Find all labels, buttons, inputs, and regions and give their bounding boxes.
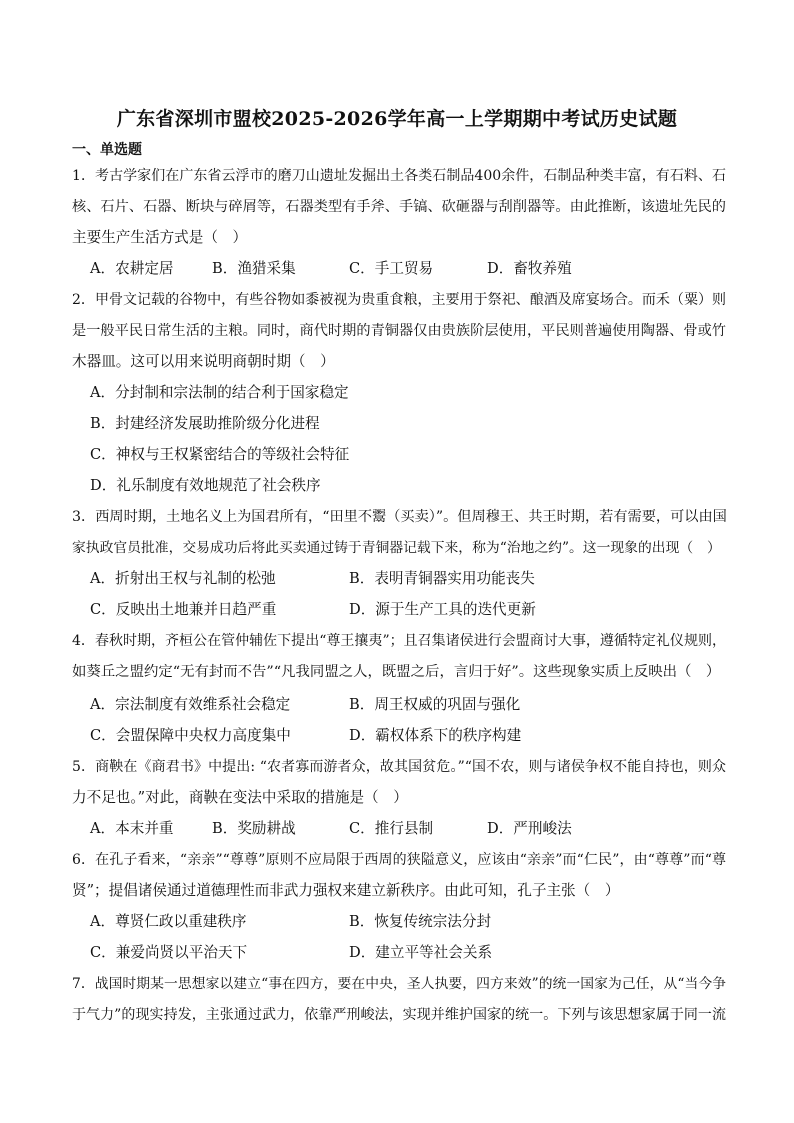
q3-option-b[interactable]: B．表明青铜器实用功能丧失: [349, 570, 535, 587]
q4-option-d[interactable]: D．霸权体系下的秩序构建: [349, 727, 522, 744]
q1-option-a[interactable]: A．农耕定居: [90, 260, 174, 277]
q4-option-b[interactable]: B．周王权威的巩固与强化: [349, 696, 521, 713]
q5-line-2: 力不足也。”对此，商鞅在变法中采取的措施是（ ）: [72, 789, 408, 806]
q3-option-c[interactable]: C．反映出土地兼并日趋严重: [90, 601, 277, 618]
q5-option-d[interactable]: D．严刑峻法: [487, 820, 572, 837]
q5-option-a[interactable]: A．本末并重: [90, 820, 174, 837]
q2-line-1: 2．甲骨文记载的谷物中，有些谷物如黍被视为贵重食粮，主要用于祭祀、酿酒及席宴场合。而禾（粟）则: [72, 292, 726, 308]
q5-option-c[interactable]: C．推行县制: [349, 820, 434, 837]
q5-line-1: 5．商鞅在《商君书》中提出: “农者寡而游者众，故其国贫危。”“国不农，则与诸侯争权不能自持也，则众: [72, 759, 726, 775]
q1-option-c[interactable]: C．手工贸易: [349, 260, 434, 277]
page-title: 广东省深圳市盟校2025-2026学年高一上学期期中考试历史试题: [116, 108, 678, 130]
q2-option-a[interactable]: A．分封制和宗法制的结合利于国家稳定: [90, 384, 349, 401]
q1-line-3: 主要生产生活方式是（ ）: [72, 229, 248, 246]
q6-option-b[interactable]: B．恢复传统宗法分封: [349, 913, 492, 930]
q4-line-2: 如葵丘之盟约定“无有封而不告”“凡我同盟之人，既盟之后，言归于好”。这些现象实质上反映出（ ）: [72, 664, 721, 680]
q3-line-2: 家执政官员批准，交易成功后将此买卖通过铸于青铜器记载下来，称为“治地之约”。这一现象的出现（ ）: [72, 540, 721, 556]
q3-option-a[interactable]: A．折射出王权与礼制的松弛: [90, 570, 276, 587]
q5-option-b[interactable]: B．奖励耕战: [212, 820, 296, 837]
q6-option-c[interactable]: C．兼爱尚贤以平治天下: [90, 944, 248, 961]
q4-line-1: 4．春秋时期，齐桓公在管仲辅佐下提出“尊王攘夷”；且召集诸侯进行会盟商讨大事，遵循特定礼仪规则，: [72, 633, 726, 649]
q1-option-b[interactable]: B．渔猎采集: [212, 260, 296, 277]
q3-line-1: 3．西周时期，土地名义上为国君所有，“田里不鬻（买卖）”。但周穆王、共王时期，若有需要，可以由国: [72, 509, 727, 525]
q2-option-c[interactable]: C．神权与王权紧密结合的等级社会特征: [90, 446, 350, 463]
q3-option-d[interactable]: D．源于生产工具的迭代更新: [349, 601, 536, 618]
q4-option-a[interactable]: A．宗法制度有效维系社会稳定: [90, 696, 291, 713]
q6-line-2: 贤”；提倡诸侯通过道德理性而非武力强权来建立新秩序。由此可知，孔子主张（ ）: [72, 882, 620, 899]
q6-option-d[interactable]: D．建立平等社会关系: [349, 944, 493, 961]
q7-line-1: 7．战国时期某一思想家以建立“事在四方，要在中央，圣人执要，四方来效”的统一国家为己任，从“当今争: [72, 976, 726, 992]
q2-line-3: 木器皿。这可以用来说明商朝时期（ ）: [72, 353, 335, 370]
q2-option-d[interactable]: D．礼乐制度有效地规范了社会秩序: [90, 477, 321, 494]
q7-line-2: 于气力”的现实持发，主张通过武力，依靠严刑峻法，实现并维护国家的统一。下列与该思想家属于同一流: [72, 1007, 726, 1023]
q1-option-d[interactable]: D．畜牧养殖: [487, 260, 572, 277]
q4-option-c[interactable]: C．会盟保障中央权力高度集中: [90, 727, 291, 744]
q6-line-1: 6．在孔子看来，“亲亲”“尊尊”原则不应局限于西周的狭隘意义，应该由“亲亲”而“仁民”，由“尊尊”而“尊: [72, 852, 726, 868]
q2-line-2: 是一般平民日常生活的主粮。同时，商代时期的青铜器仅由贵族阶层使用，平民则普遍使用陶器、骨或竹: [72, 323, 726, 339]
q2-option-b[interactable]: B．封建经济发展助推阶级分化进程: [90, 415, 320, 432]
q6-option-a[interactable]: A．尊贤仁政以重建秩序: [90, 913, 247, 930]
q1-line-1: 1．考古学家们在广东省云浮市的磨刀山遗址发掘出土各类石制品400余件，石制品种类丰富，有石料、石: [72, 168, 726, 184]
q1-line-2: 核、石片、石器、断块与碎屑等，石器类型有手斧、手镐、砍砸器与刮削器等。由此推断，该遗址先民的: [72, 199, 726, 215]
section-heading: 一、单选题: [72, 142, 142, 158]
